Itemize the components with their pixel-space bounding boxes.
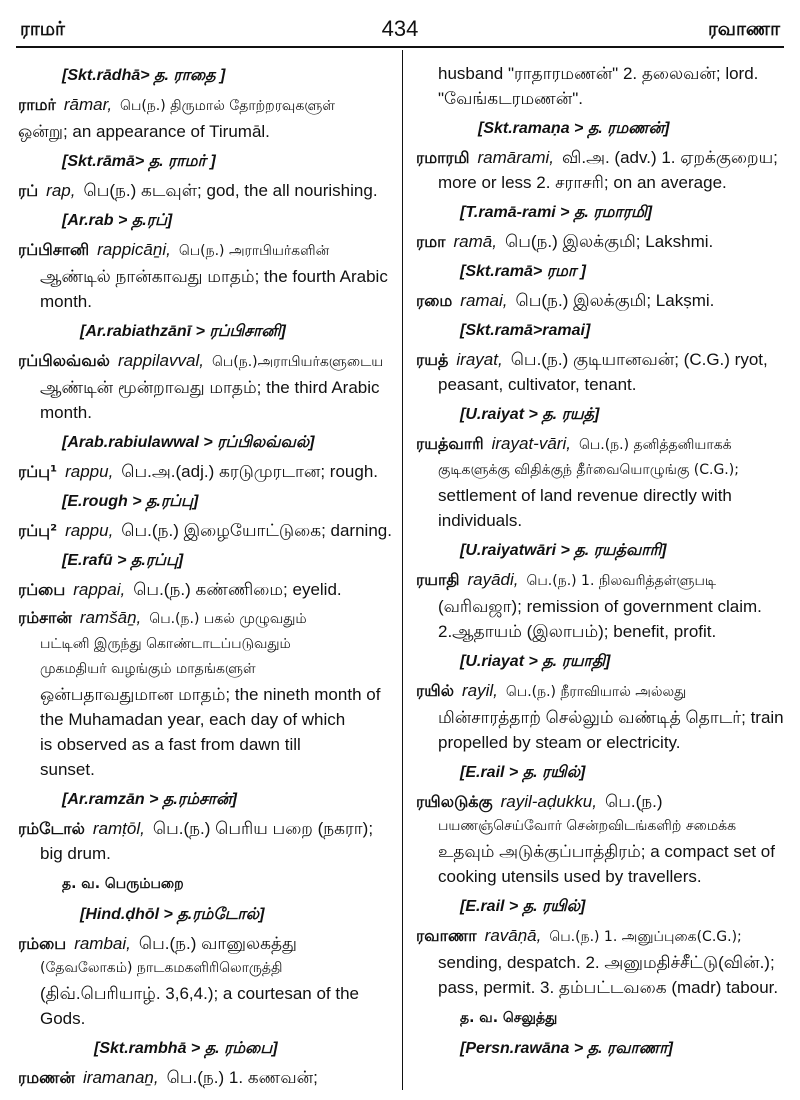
etymology: [Ar.rabiathzānī > ரப்பிசானி] xyxy=(80,323,286,340)
dictionary-entry xyxy=(416,678,784,755)
transliteration: iramanaṉ, xyxy=(83,1068,159,1087)
etymology: [Skt.ramā>ramai] xyxy=(460,322,591,339)
etymology: [Hind.ḍhōl > த.ரம்டோல்] xyxy=(80,906,265,923)
gloss: பெ.(ந.) 1. கணவன்; xyxy=(166,1068,318,1087)
headword: ரயில் xyxy=(416,681,454,700)
gloss-line: Gods. xyxy=(40,1009,86,1028)
dictionary-entry xyxy=(416,567,784,644)
transliteration: ramṭōl, xyxy=(92,819,145,838)
dictionary-entry xyxy=(416,288,784,313)
gloss: பெ(ந.) அராபியர்களின் xyxy=(178,243,330,259)
headword: ரப்பு¹ xyxy=(18,462,58,481)
etymology: [Arab.rabiulawwal > ரப்பிலவ்வல்] xyxy=(62,434,315,451)
gloss-line: sending, despatch. 2. அனுமதிச்சீட்டு(வின்.); xyxy=(438,953,775,972)
gloss: பெ.(ந.) பகல் முழுவதும் xyxy=(149,611,307,627)
gloss: பெ.(ந.) கண்ணிமை; eyelid. xyxy=(133,580,342,599)
dictionary-entry xyxy=(18,816,394,866)
etymology: [Skt.ramā> ரமா ] xyxy=(460,263,586,280)
gloss-line: big drum. xyxy=(40,844,111,863)
gloss: பெ(ந.)அராபியர்களுடைய xyxy=(211,354,384,370)
transliteration: ravāṇā, xyxy=(484,926,542,945)
transliteration: ramai, xyxy=(460,291,508,310)
dictionary-entry xyxy=(416,789,784,889)
headword: ரப்பிலவ்வல் xyxy=(18,351,110,370)
headword: ராமர் xyxy=(18,95,56,114)
gloss-line: month. xyxy=(40,403,92,422)
left-column xyxy=(18,58,394,1090)
dictionary-entry xyxy=(416,923,784,1000)
headword: ரமை xyxy=(416,291,453,310)
gloss-line: முகமதியர் வழங்கும் மாதங்களுள் xyxy=(40,661,256,677)
transliteration: ramšāṉ, xyxy=(79,608,142,627)
dictionary-entry-continued xyxy=(416,61,784,111)
dictionary-entry xyxy=(18,459,394,484)
gloss: பெ.அ.(adj.) கரடுமுரடான; rough. xyxy=(121,462,379,481)
gloss-line: உதவும் அடுக்குப்பாத்திரம்; a compact set of xyxy=(438,842,775,861)
transliteration: rappu, xyxy=(65,462,114,481)
headword: ரப் xyxy=(18,181,39,200)
gloss-line: ஆண்டின் மூன்றாவது மாதம்; the third Arabic xyxy=(40,378,380,397)
gloss: பெ.(ந.) வானுலகத்து xyxy=(138,934,297,953)
headword: ரயாதி xyxy=(416,570,460,589)
right-column xyxy=(416,58,784,1065)
usage-note: த. வ. பெரும்பறை xyxy=(62,876,184,892)
etymology: [U.raiyatwāri > த. ரயத்வாரி] xyxy=(460,542,667,559)
etymology: [Ar.ramzān > த.ரம்சான்] xyxy=(62,791,237,808)
transliteration: rappai, xyxy=(73,580,126,599)
gloss: வி.அ. (adv.) 1. ஏறக்குறைய; xyxy=(562,148,778,167)
dictionary-entry xyxy=(18,577,394,602)
gloss: பெ.(ந.) 1. நிலவரித்தள்ளுபடி xyxy=(526,573,717,589)
gloss-line: cooking utensils used by travellers. xyxy=(438,867,702,886)
transliteration: ramā, xyxy=(453,232,497,251)
transliteration: rambai, xyxy=(74,934,131,953)
headword: ரமா xyxy=(416,232,446,251)
gloss: பெ(ந.) கடவுள்; god, the all nourishing. xyxy=(83,181,378,200)
etymology: [E.rafū > த.ரப்பு] xyxy=(62,552,184,569)
headword: ரம்டோல் xyxy=(18,819,85,838)
gloss-line: sunset. xyxy=(40,760,95,779)
etymology: [Skt.ramaṇa > த. ரமணன்] xyxy=(478,120,670,137)
headword: ரம்பை xyxy=(18,934,67,953)
gloss-line: settlement of land revenue directly with xyxy=(438,486,732,505)
gloss-line: pass, permit. 3. தம்பட்டவகை (madr) tabour. xyxy=(438,978,779,997)
gloss-line: peasant, cultivator, tenant. xyxy=(438,375,637,394)
dictionary-entry xyxy=(18,931,394,1031)
gloss-line: மின்சாரத்தாற் செல்லும் வண்டித் தொடர்; train xyxy=(438,708,784,727)
gloss-line: the Muhamadan year, each day of which xyxy=(40,710,346,729)
transliteration: rayil-aḍukku, xyxy=(500,792,597,811)
gloss-line: is observed as a fast from dawn till xyxy=(40,735,301,754)
dictionary-entry xyxy=(18,348,394,425)
gloss-line: individuals. xyxy=(438,511,523,530)
etymology: [Skt.rādhā> த. ராதை ] xyxy=(62,67,226,84)
headword: ரம்சான் xyxy=(18,608,72,627)
gloss-line: propelled by steam or electricity. xyxy=(438,733,681,752)
etymology: [U.raiyat > த. ரயத்] xyxy=(460,406,600,423)
dictionary-entry xyxy=(18,92,394,144)
dictionary-entry xyxy=(18,605,394,782)
dictionary-entry xyxy=(18,518,394,543)
headword: ரப்பிசானி xyxy=(18,240,90,259)
headword: ரப்பு² xyxy=(18,521,58,540)
etymology: [Skt.rāmā> த. ராமர் ] xyxy=(62,153,216,170)
running-head-left: ராமர் xyxy=(20,18,65,40)
transliteration: rappilavval, xyxy=(117,351,204,370)
gloss-line: ஆண்டில் நான்காவது மாதம்; the fourth Arabic xyxy=(40,267,388,286)
transliteration: ramārami, xyxy=(477,148,555,167)
transliteration: rāmar, xyxy=(63,95,113,114)
etymology: [Skt.rambhā > த. ரம்பை] xyxy=(94,1040,278,1057)
transliteration: rap, xyxy=(46,181,76,200)
etymology: [E.rail > த. ரயில்] xyxy=(460,898,586,915)
page-header xyxy=(16,10,784,48)
transliteration: irayat, xyxy=(456,350,503,369)
headword: ரயத்வாரி xyxy=(416,434,484,453)
gloss-line: (வரிவஜா); remission of government claim. xyxy=(438,597,762,616)
gloss-line: ஒன்று; an appearance of Tirumāl. xyxy=(18,122,270,141)
etymology: [Ar.rab > த.ரப்] xyxy=(62,212,173,229)
dictionary-entry xyxy=(416,431,784,533)
running-head-right: ரவாணா xyxy=(707,18,780,40)
gloss: பெ.(ந.) xyxy=(604,792,663,811)
gloss: பெ.(ந.) 1. அனுப்புகை(C.G.); xyxy=(549,929,742,945)
column-divider xyxy=(402,50,403,1090)
etymology: [T.ramā-rami > த. ரமாரமி] xyxy=(460,204,653,221)
headword: ரயிலடுக்கு xyxy=(416,792,493,811)
headword: ரமணன் xyxy=(18,1068,76,1087)
gloss: பெ.(ந.) தனித்தனியாகக் xyxy=(578,437,732,453)
gloss-line: (தேவலோகம்) நாடகமகளிரிலொருத்தி xyxy=(40,960,283,976)
usage-note: த. வ. செலுத்து xyxy=(460,1010,558,1026)
etymology: [E.rail > த. ரயில்] xyxy=(460,764,586,781)
transliteration: rayādi, xyxy=(467,570,519,589)
etymology: [U.riayat > த. ரயாதி] xyxy=(460,653,611,670)
dictionary-entry xyxy=(18,1065,394,1090)
gloss-line: husband "ராதாரமணன்" 2. தலைவன்; lord. xyxy=(438,64,759,83)
dictionary-entry xyxy=(416,145,784,195)
gloss: பெ(ந.) இலக்குமி; Lakṣmi. xyxy=(515,291,715,310)
headword: ரயத் xyxy=(416,350,449,369)
etymology: [E.rough > த.ரப்பு] xyxy=(62,493,199,510)
transliteration: rappu, xyxy=(65,521,114,540)
headword: ரவாணா xyxy=(416,926,477,945)
transliteration: rayil, xyxy=(461,681,498,700)
gloss-line: பட்டினி இருந்து கொண்டாடப்படுவதும் xyxy=(40,636,291,652)
gloss-line: ஒன்பதாவதுமான மாதம்; the nineth month of xyxy=(40,685,381,704)
gloss-line: more or less 2. சராசரி; on an average. xyxy=(438,173,727,192)
gloss-line: 2.ஆதாயம் (இலாபம்); benefit, profit. xyxy=(438,622,717,641)
gloss-line: "வேங்கடரமணன்". xyxy=(438,89,584,108)
gloss-line: month. xyxy=(40,292,92,311)
headword: ரப்பை xyxy=(18,580,66,599)
gloss: பெ(ந.) திருமால் தோற்றரவுகளுள் xyxy=(120,98,335,114)
gloss-line: குடிகளுக்கு விதிக்குந் தீர்வையொழுங்கு (C.G.); xyxy=(438,462,739,478)
gloss: பெ.(ந.) பெரிய பறை (நகரா); xyxy=(152,819,374,838)
dictionary-entry xyxy=(416,347,784,397)
transliteration: rappicāṉi, xyxy=(97,240,171,259)
gloss-line: பயணஞ்செய்வோர் சென்றவிடங்களிற் சமைக்க xyxy=(438,818,737,834)
dictionary-entry xyxy=(18,237,394,314)
etymology: [Persn.rawāna > த. ரவாணா] xyxy=(460,1040,673,1057)
gloss-line: (திவ்.பெரியாழ். 3,6,4.); a courtesan of the xyxy=(40,984,360,1003)
dictionary-entry xyxy=(416,229,784,254)
dictionary-entry xyxy=(18,178,394,203)
gloss: பெ.(ந.) குடியானவன்; (C.G.) ryot, xyxy=(510,350,768,369)
gloss: பெ.(ந.) நீராவியால் அல்லது xyxy=(505,684,687,700)
gloss: பெ(ந.) இலக்குமி; Lakshmi. xyxy=(504,232,714,251)
transliteration: irayat-vāri, xyxy=(491,434,571,453)
gloss: பெ.(ந.) இழையோட்டுகை; darning. xyxy=(121,521,392,540)
page-number: 434 xyxy=(381,16,419,41)
headword: ரமாரமி xyxy=(416,148,470,167)
